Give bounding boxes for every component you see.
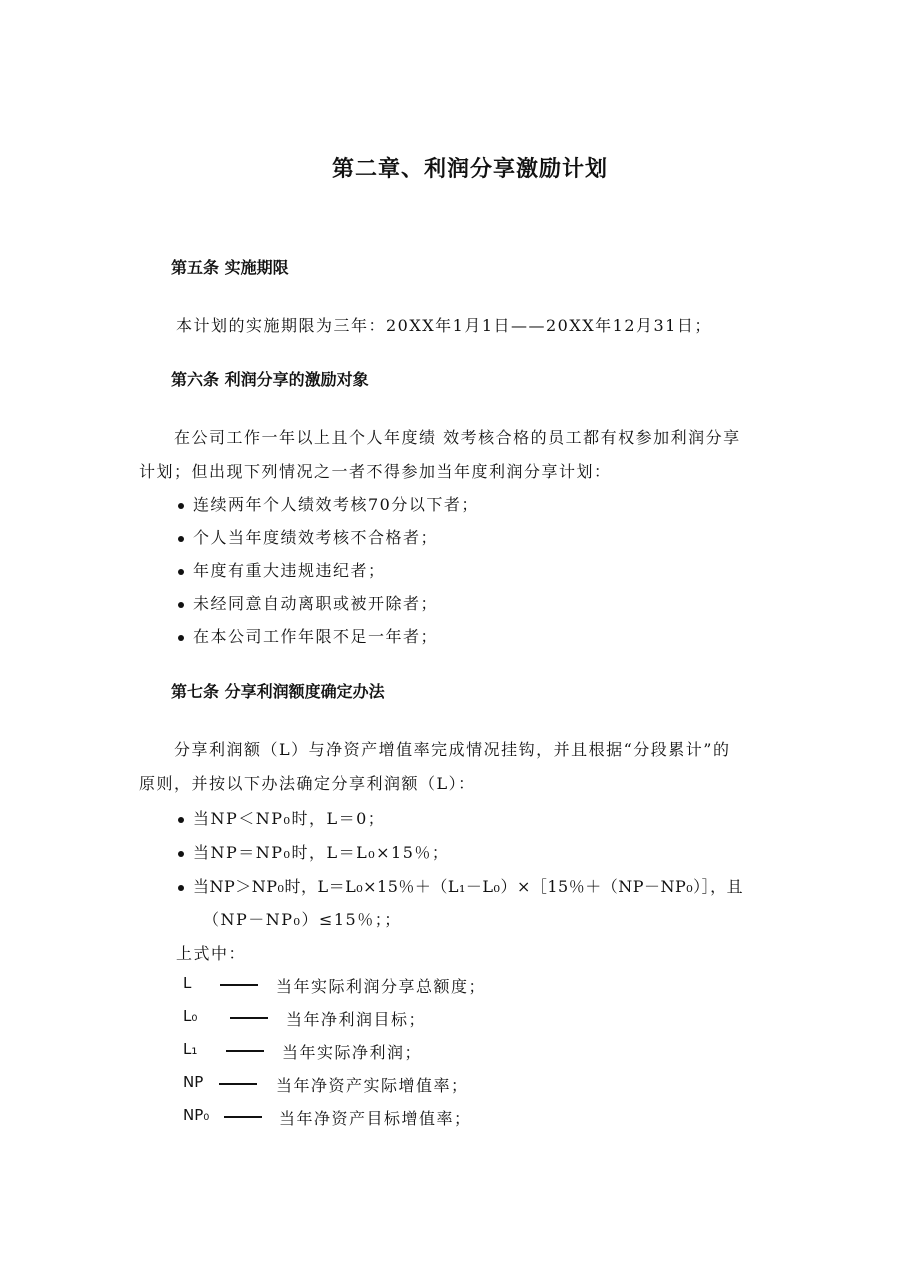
definition-symbol: L bbox=[183, 974, 192, 992]
list-item bbox=[176, 558, 386, 581]
list-item-text: 在本公司工作年限不足一年者； bbox=[193, 627, 439, 646]
list-item bbox=[176, 806, 385, 829]
list-item bbox=[176, 624, 438, 647]
list-item bbox=[176, 591, 438, 614]
list-item-continuation: （NP－NP₀）≤15％；； bbox=[203, 910, 402, 929]
article-7-heading: 第七条 分享利润额度确定办法 bbox=[171, 682, 385, 701]
chapter-title: 第二章、利润分享激励计划 bbox=[331, 157, 608, 182]
bullet-icon bbox=[178, 885, 184, 891]
article-7-paragraph-line-1: 分享利润额（L）与净资产增值率完成情况挂钩，并且根据“分段累计”的 bbox=[174, 740, 731, 759]
article-6-paragraph-line-2: 计划；但出现下列情况之一者不得参加当年度利润分享计划： bbox=[139, 462, 612, 481]
list-item-text: 当NP＜NP₀时，L＝0； bbox=[193, 809, 386, 828]
list-item-text: 个人当年度绩效考核不合格者； bbox=[193, 528, 439, 547]
list-item-text: 当NP＞NP₀时，L＝L₀×15％＋（L₁－L₀）×［15％＋（NP－NP₀）］，且 bbox=[193, 877, 744, 896]
list-item bbox=[176, 492, 479, 515]
definition-text: 当年净利润目标； bbox=[286, 1010, 427, 1029]
dash-line bbox=[226, 1050, 264, 1052]
list-item-text: 年度有重大违规违纪者； bbox=[193, 561, 386, 580]
definition-symbol: L₀ bbox=[183, 1007, 198, 1025]
bullet-icon bbox=[178, 503, 184, 509]
article-6-paragraph-line-1: 在公司工作一年以上且个人年度绩 效考核合格的员工都有权参加利润分享 bbox=[174, 428, 741, 447]
bullet-icon bbox=[178, 602, 184, 608]
list-item-text: 未经同意自动离职或被开除者； bbox=[193, 594, 439, 613]
bullet-icon bbox=[178, 851, 184, 857]
list-item bbox=[176, 525, 438, 548]
definition-text: 当年净资产实际增值率； bbox=[276, 1076, 469, 1095]
bullet-icon bbox=[178, 569, 184, 575]
article-5-paragraph: 本计划的实施期限为三年：20XX年1月1日——20XX年12月31日； bbox=[176, 316, 712, 335]
bullet-icon bbox=[178, 817, 184, 823]
definition-text: 当年实际净利润； bbox=[282, 1043, 423, 1062]
definition-symbol: NP bbox=[183, 1073, 204, 1091]
list-item-text: 当NP＝NP₀时，L＝L₀×15％； bbox=[193, 843, 450, 862]
dash-line bbox=[219, 1083, 257, 1085]
definition-symbol: NP₀ bbox=[183, 1106, 210, 1124]
definition-text: 当年实际利润分享总额度； bbox=[276, 977, 487, 996]
definition-text: 当年净资产目标增值率； bbox=[279, 1109, 472, 1128]
bullet-icon bbox=[178, 536, 184, 542]
article-6-heading: 第六条 利润分享的激励对象 bbox=[171, 370, 369, 389]
article-7-paragraph-line-2: 原则，并按以下办法确定分享利润额（L）： bbox=[139, 774, 476, 793]
dash-line bbox=[220, 984, 258, 986]
list-item bbox=[176, 874, 743, 897]
list-item bbox=[176, 840, 449, 863]
formula-intro: 上式中： bbox=[176, 944, 247, 963]
dash-line bbox=[230, 1017, 268, 1019]
list-item-text: 连续两年个人绩效考核70分以下者； bbox=[193, 495, 479, 514]
dash-line bbox=[224, 1116, 262, 1118]
bullet-icon bbox=[178, 635, 184, 641]
article-5-heading: 第五条 实施期限 bbox=[171, 258, 289, 277]
definition-symbol: L₁ bbox=[183, 1040, 198, 1058]
